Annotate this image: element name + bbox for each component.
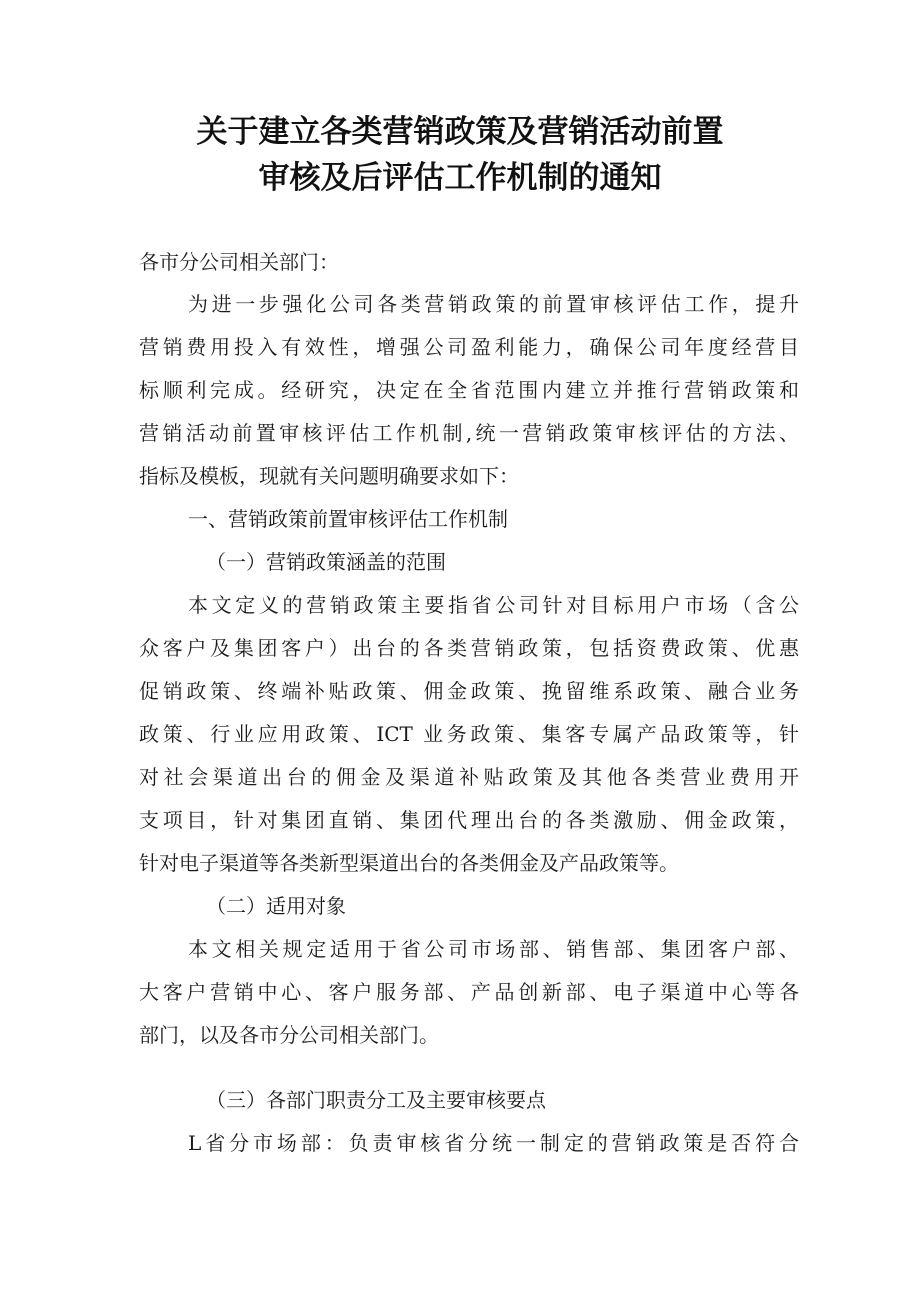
paragraph-line: 部门，以及各市分公司相关部门。 <box>139 1023 439 1047</box>
subsection-heading-2: （二）适用对象 <box>206 894 346 918</box>
paragraph-line: 指标及模板，现就有关问题明确要求如下： <box>139 464 519 488</box>
paragraph-line: 促销政策、终端补贴政策、佣金政策、挽留维系政策、融合业务 <box>139 679 799 703</box>
paragraph-line: 政策、行业应用政策、ICT 业务政策、集客专属产品政策等，针 <box>139 722 799 746</box>
document-title-line-1: 关于建立各类营销政策及营销活动前置 <box>196 114 724 150</box>
document-title-line-2: 审核及后评估工作机制的通知 <box>258 160 662 196</box>
subsection-heading-1: （一）营销政策涵盖的范围 <box>206 550 446 574</box>
paragraph-line: 支项目，针对集团直销、集团代理出台的各类激励、佣金政策， <box>139 808 799 832</box>
subsection-heading-3: （三）各部门职责分工及主要审核要点 <box>206 1088 546 1112</box>
paragraph-line: 营销活动前置审核评估工作机制,统一营销政策审核评估的方法、 <box>139 421 799 445</box>
paragraph-line: 标顺利完成。经研究，决定在全省范围内建立并推行营销政策和 <box>139 378 799 402</box>
paragraph-line: 为进一步强化公司各类营销政策的前置审核评估工作，提升 <box>188 292 799 316</box>
salutation: 各市分公司相关部门： <box>139 250 339 274</box>
paragraph-line: L省分市场部：负责审核省分统一制定的营销政策是否符合 <box>188 1131 799 1155</box>
paragraph-line: 大客户营销中心、客户服务部、产品创新部、电子渠道中心等各 <box>139 980 799 1004</box>
paragraph-line: 本文相关规定适用于省公司市场部、销售部、集团客户部、 <box>188 937 799 961</box>
section-heading-1: 一、营销政策前置审核评估工作机制 <box>188 507 508 531</box>
paragraph-line: 针对电子渠道等各类新型渠道出台的各类佣金及产品政策等。 <box>139 851 679 875</box>
paragraph-line: 对社会渠道出台的佣金及渠道补贴政策及其他各类营业费用开 <box>139 765 799 789</box>
paragraph-line: 本文定义的营销政策主要指省公司针对目标用户市场（含公 <box>188 593 799 617</box>
paragraph-line: 众客户及集团客户）出台的各类营销政策，包括资费政策、优惠 <box>139 636 799 660</box>
paragraph-line: 营销费用投入有效性，增强公司盈利能力，确保公司年度经营目 <box>139 335 799 359</box>
